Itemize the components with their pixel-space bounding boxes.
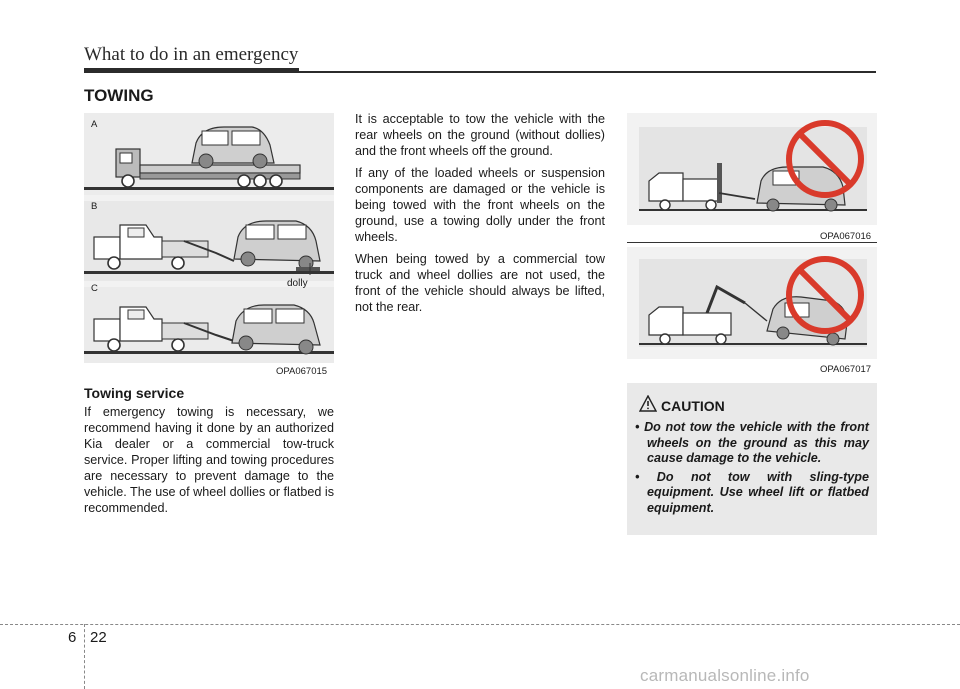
no-sling-tow-figure (627, 247, 877, 359)
figure-label-a: A (91, 119, 98, 130)
middle-column-text (355, 111, 605, 321)
towing-methods-illustration (84, 113, 334, 363)
caution-box (627, 383, 877, 535)
figure-code-left: OPA067015 (276, 366, 328, 377)
towing-service-heading: Towing service (84, 385, 185, 401)
watermark: carmanualsonline.info (640, 666, 810, 685)
chapter-number: 6 (68, 629, 77, 646)
header-rule-accent (84, 68, 299, 73)
page-header-title: What to do in an emergency (84, 44, 299, 65)
no-front-wheels-on-ground-figure (627, 113, 877, 225)
towing-service-paragraph: If emergency towing is necessary, we recommend having it done by an authorized Kia dealer or a commercial tow-truck service. Proper lifting and towing procedures are necessary to prevent damage to the vehicle. The use of wheel dollies or flatbed is recommended. (84, 405, 334, 515)
figure-code-right-bottom: OPA067017 (820, 364, 872, 375)
figure-divider (627, 242, 877, 243)
footer-rule (0, 624, 960, 625)
figure-label-b: B (91, 201, 98, 212)
caution-item-sling: • Do not tow with sling-type equipment. Use wheel lift or flatbed equipment. (635, 469, 869, 515)
figure-code-right-top: OPA067016 (820, 231, 872, 242)
towing-methods-figure (84, 113, 334, 363)
figure-label-c: C (91, 283, 98, 294)
dolly-label: dolly (287, 278, 308, 289)
towing-service-body (84, 404, 334, 522)
caution-list (627, 420, 869, 519)
page-number: 22 (90, 629, 107, 646)
caution-item-front-wheels: • Do not tow the vehicle with the front wheels on the ground as this may cause damage to the vehicle. (635, 420, 869, 465)
paragraph-damaged-wheels: If any of the loaded wheels or suspension components are damaged or the vehicle is being towed with the front wheels on the ground, use a towing dolly under the front wheels. (355, 166, 605, 244)
prohibited-tow-illustration (627, 113, 877, 225)
footer-divider (84, 624, 85, 689)
paragraph-commercial-tow: When being towed by a commercial tow truck and wheel dollies are not used, the front of the vehicle should always be lifted, not the rear. (355, 252, 605, 314)
paragraph-rear-wheels: It is acceptable to tow the vehicle with the rear wheels on the ground (without dollies) and the front wheels off the ground. (355, 112, 605, 158)
section-title: TOWING (84, 86, 154, 105)
caution-title: CAUTION (661, 398, 725, 414)
warning-triangle-icon (639, 395, 657, 412)
sling-tow-illustration (627, 247, 877, 359)
